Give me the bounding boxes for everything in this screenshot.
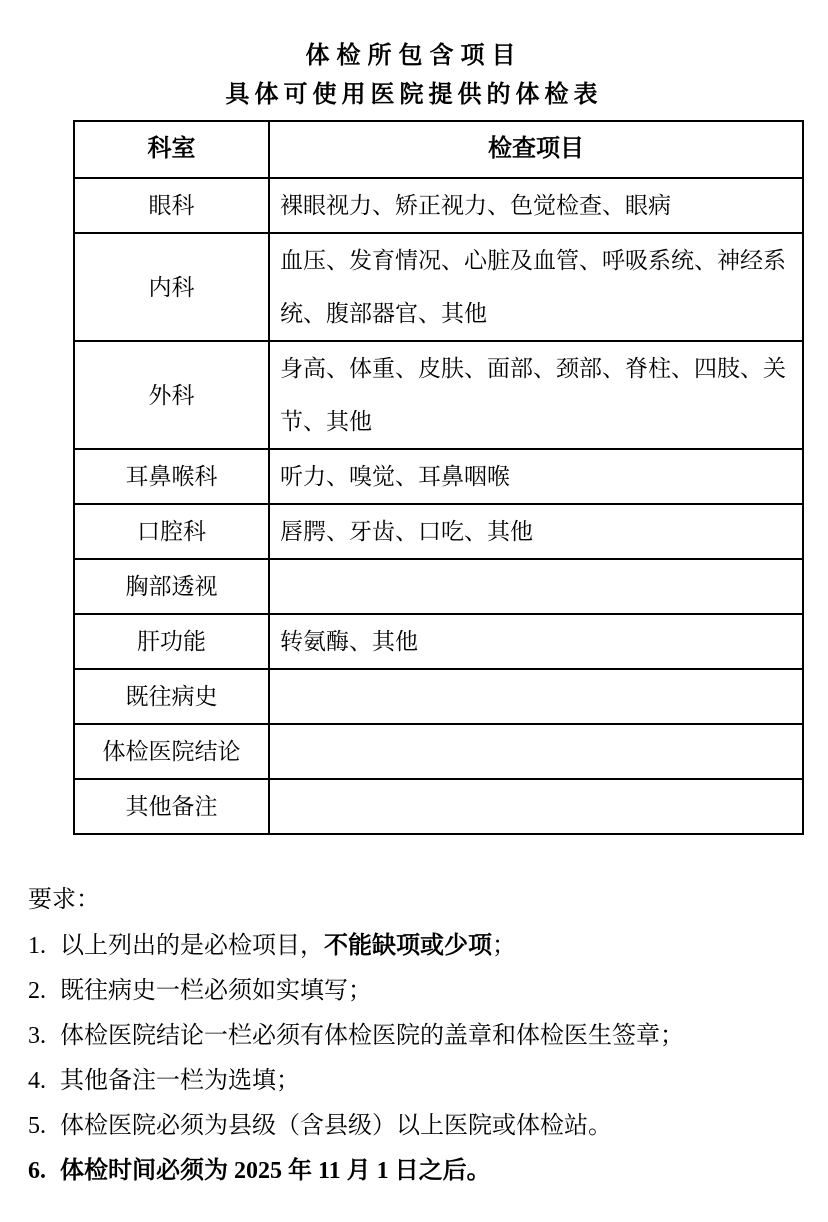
requirement-number: 2. xyxy=(28,978,46,1004)
requirement-item-6 xyxy=(28,1156,828,1186)
table-header-row xyxy=(74,121,803,178)
department-cell: 口腔科 xyxy=(74,504,269,559)
requirement-text: 以上列出的是必检项目， xyxy=(60,933,324,959)
doc-subtitle: 具体可使用医院提供的体检表 xyxy=(225,82,603,108)
exam-items-table xyxy=(73,120,804,835)
table-row-hospital-conclusion xyxy=(74,724,803,779)
requirement-number: 5. xyxy=(28,1113,46,1139)
requirement-text: 体检医院必须为县级（含县级）以上医院或体检站。 xyxy=(60,1113,612,1139)
requirement-item-2 xyxy=(28,976,828,1006)
table-row-eye xyxy=(74,178,803,233)
requirement-number: 3. xyxy=(28,1023,46,1049)
items-cell xyxy=(269,779,803,834)
col-header-department: 科室 xyxy=(74,121,269,178)
department-cell: 肝功能 xyxy=(74,614,269,669)
requirement-item-5 xyxy=(28,1111,828,1141)
requirement-text: 体检医院结论一栏必须有体检医院的盖章和体检医生签章； xyxy=(60,1023,684,1049)
requirement-text: 其他备注一栏为选填； xyxy=(60,1068,300,1094)
doc-title: 体检所包含项目 xyxy=(305,43,523,69)
col-header-exam-items: 检查项目 xyxy=(269,121,803,178)
items-cell: 身高、体重、皮肤、面部、颈部、脊柱、四肢、关节、其他 xyxy=(269,341,803,449)
requirement-number: 6. xyxy=(28,1158,46,1184)
requirement-number: 4. xyxy=(28,1068,46,1094)
department-cell: 耳鼻喉科 xyxy=(74,449,269,504)
items-cell: 血压、发育情况、心脏及血管、呼吸系统、神经系统、腹部器官、其他 xyxy=(269,233,803,341)
requirement-text-bold: 不能缺项或少项 xyxy=(324,933,492,959)
department-cell: 既往病史 xyxy=(74,669,269,724)
requirement-item-1 xyxy=(28,931,828,961)
items-cell xyxy=(269,669,803,724)
requirement-number: 1. xyxy=(28,933,46,959)
table-row-ent xyxy=(74,449,803,504)
requirement-text-tail: ； xyxy=(492,933,516,959)
items-cell: 听力、嗅觉、耳鼻咽喉 xyxy=(269,449,803,504)
items-cell xyxy=(269,724,803,779)
table-row-dental xyxy=(74,504,803,559)
department-cell: 体检医院结论 xyxy=(74,724,269,779)
requirement-item-4 xyxy=(28,1066,828,1096)
requirements-heading: 要求： xyxy=(28,887,100,913)
department-cell: 外科 xyxy=(74,341,269,449)
table-row-other-remarks xyxy=(74,779,803,834)
table-row-internal-medicine xyxy=(74,233,803,341)
items-cell: 唇腭、牙齿、口吃、其他 xyxy=(269,504,803,559)
table-row-surgery xyxy=(74,341,803,449)
department-cell: 其他备注 xyxy=(74,779,269,834)
department-cell: 眼科 xyxy=(74,178,269,233)
items-cell: 转氨酶、其他 xyxy=(269,614,803,669)
department-cell: 内科 xyxy=(74,233,269,341)
table-row-liver-function xyxy=(74,614,803,669)
requirement-item-3 xyxy=(28,1021,828,1051)
requirement-text: 既往病史一栏必须如实填写； xyxy=(60,978,372,1004)
items-cell: 裸眼视力、矫正视力、色觉检查、眼病 xyxy=(269,178,803,233)
table-row-chest-xray xyxy=(74,559,803,614)
items-cell xyxy=(269,559,803,614)
requirements-section xyxy=(28,885,828,1186)
table-row-medical-history xyxy=(74,669,803,724)
requirement-text-bold: 体检时间必须为 2025 年 11 月 1 日之后。 xyxy=(60,1158,491,1184)
department-cell: 胸部透视 xyxy=(74,559,269,614)
